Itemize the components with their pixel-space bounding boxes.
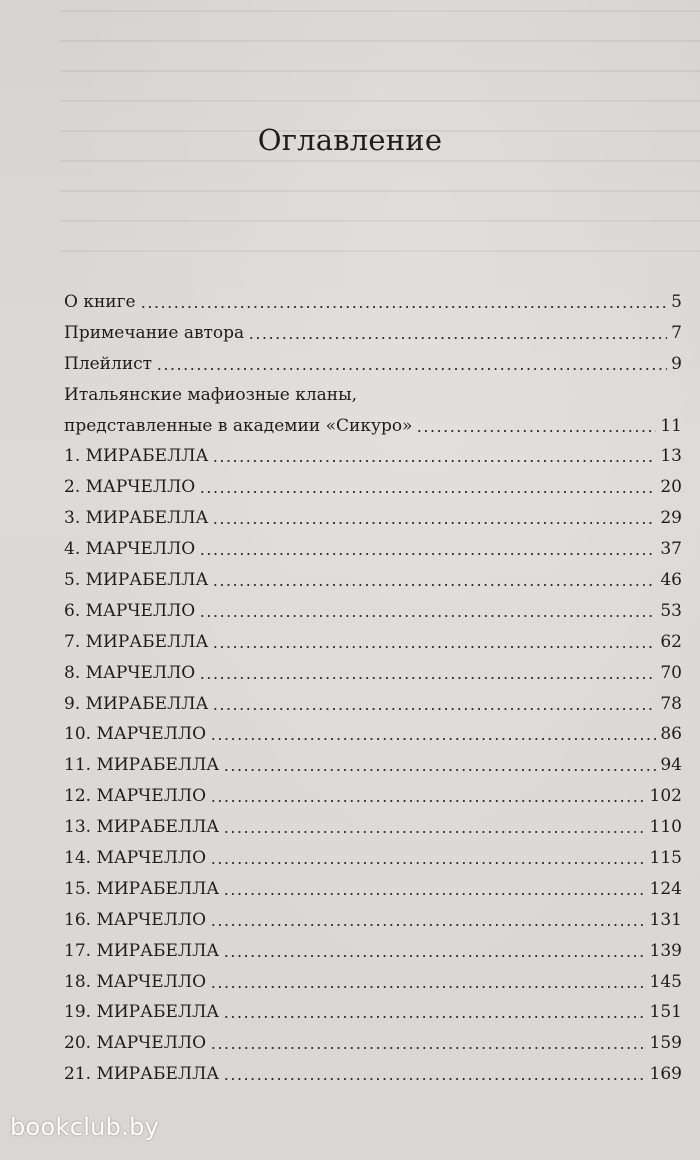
dot-leader [223, 1015, 645, 1019]
toc-entry [64, 905, 682, 936]
dot-leader [416, 429, 656, 433]
dot-leader [223, 954, 645, 958]
toc-entry-label: 19. МИРАБЕЛЛА [64, 1002, 220, 1023]
toc-entry-label: представленные в академии «Сикуро» [64, 415, 413, 436]
page-title: Оглавление [257, 123, 443, 157]
dot-leader [212, 521, 656, 525]
toc-entry-page: 78 [660, 693, 682, 714]
toc-entry [64, 472, 682, 503]
toc-entry [64, 874, 682, 905]
dot-leader [140, 305, 668, 309]
dot-leader [248, 336, 667, 340]
toc-entry [64, 1028, 682, 1059]
toc-entry-label: Плейлист [64, 353, 153, 374]
dot-leader [210, 923, 646, 927]
toc-entry [64, 534, 682, 565]
toc-entry [64, 936, 682, 967]
toc-entry-label: 10. МАРЧЕЛЛО [64, 724, 207, 745]
toc-entry-page: 94 [660, 755, 682, 776]
toc-entry [64, 1059, 682, 1090]
dot-leader [212, 645, 656, 649]
toc-entry [64, 750, 682, 781]
toc-entry [64, 441, 682, 472]
dot-leader [210, 1046, 646, 1050]
toc-entry-label: 14. МАРЧЕЛЛО [64, 848, 207, 869]
toc-entry-page: 9 [671, 353, 682, 374]
toc-entry [64, 967, 682, 998]
toc-entry-label: 20. МАРЧЕЛЛО [64, 1033, 207, 1054]
toc-entry [64, 812, 682, 843]
dot-leader [199, 614, 656, 618]
toc-entry-label: 2. МАРЧЕЛЛО [64, 477, 196, 498]
toc-entry-page: 70 [660, 662, 682, 683]
toc-entry-label: Итальянские мафиозные кланы, [64, 384, 358, 405]
toc-entry-page: 7 [671, 322, 682, 343]
watermark: bookclub.by [10, 1113, 160, 1141]
toc-entry [64, 627, 682, 658]
toc-entry-page: 110 [649, 817, 682, 838]
toc-entry-page: 115 [649, 848, 682, 869]
toc-entry-label: 9. МИРАБЕЛЛА [64, 693, 209, 714]
toc-entry-label: 6. МАРЧЕЛЛО [64, 600, 196, 621]
dot-leader [210, 861, 646, 865]
toc-entry [64, 689, 682, 720]
dot-leader [210, 985, 646, 989]
toc-entry-label: 1. МИРАБЕЛЛА [64, 446, 209, 467]
table-of-contents [64, 287, 682, 1090]
toc-entry-label: 8. МАРЧЕЛЛО [64, 662, 196, 683]
toc-entry-page: 124 [649, 878, 682, 899]
toc-entry-page: 53 [660, 600, 682, 621]
toc-entry-label: 3. МИРАБЕЛЛА [64, 508, 209, 529]
dot-leader [212, 459, 656, 463]
toc-entry-page: 139 [649, 940, 682, 961]
toc-entry-page: 11 [660, 415, 682, 436]
toc-entry [64, 318, 682, 349]
toc-entry-page: 13 [660, 446, 682, 467]
toc-entry [64, 565, 682, 596]
dot-leader [199, 676, 656, 680]
toc-entry-page: 102 [649, 786, 682, 807]
toc-entry-page: 131 [649, 909, 682, 930]
toc-entry-label: 12. МАРЧЕЛЛО [64, 786, 207, 807]
toc-entry [64, 287, 682, 318]
toc-entry-page: 151 [649, 1002, 682, 1023]
toc-entry [64, 658, 682, 689]
toc-entry-label: 15. МИРАБЕЛЛА [64, 878, 220, 899]
toc-entry [64, 503, 682, 534]
toc-entry-page: 20 [660, 477, 682, 498]
toc-entry [64, 596, 682, 627]
toc-entry-label: 4. МАРЧЕЛЛО [64, 539, 196, 560]
dot-leader [156, 367, 667, 371]
toc-entry-page: 46 [660, 570, 682, 591]
toc-entry-label: 5. МИРАБЕЛЛА [64, 570, 209, 591]
dot-leader [212, 707, 656, 711]
toc-entry [64, 411, 682, 442]
toc-entry-label: 7. МИРАБЕЛЛА [64, 631, 209, 652]
toc-entry-label: 18. МАРЧЕЛЛО [64, 971, 207, 992]
toc-entry [64, 997, 682, 1028]
dot-leader [223, 830, 645, 834]
toc-entry-label: Примечание автора [64, 322, 245, 343]
toc-entry-label: 21. МИРАБЕЛЛА [64, 1064, 220, 1085]
toc-entry-page: 159 [649, 1033, 682, 1054]
dot-leader [210, 737, 656, 741]
toc-entry-page: 145 [649, 971, 682, 992]
dot-leader [199, 490, 656, 494]
toc-entry-page: 86 [660, 724, 682, 745]
toc-entry-page: 5 [671, 292, 682, 312]
toc-entry [64, 781, 682, 812]
toc-entry-label: О книге [64, 292, 136, 312]
toc-entry-page: 62 [660, 631, 682, 652]
toc-entry-label: 13. МИРАБЕЛЛА [64, 817, 220, 838]
toc-entry [64, 843, 682, 874]
dot-leader [210, 799, 646, 803]
toc-entry-page: 37 [660, 539, 682, 560]
toc-entry-page: 169 [649, 1064, 682, 1085]
dot-leader [223, 892, 645, 896]
toc-entry-label: 11. МИРАБЕЛЛА [64, 755, 220, 776]
dot-leader [223, 768, 656, 772]
toc-entry-page: 29 [660, 508, 682, 529]
dot-leader [223, 1077, 645, 1081]
toc-entry [64, 349, 682, 380]
dot-leader [199, 552, 656, 556]
toc-entry-label: 16. МАРЧЕЛЛО [64, 909, 207, 930]
dot-leader [212, 583, 656, 587]
toc-entry [64, 380, 682, 411]
toc-entry-label: 17. МИРАБЕЛЛА [64, 940, 220, 961]
toc-entry [64, 719, 682, 750]
